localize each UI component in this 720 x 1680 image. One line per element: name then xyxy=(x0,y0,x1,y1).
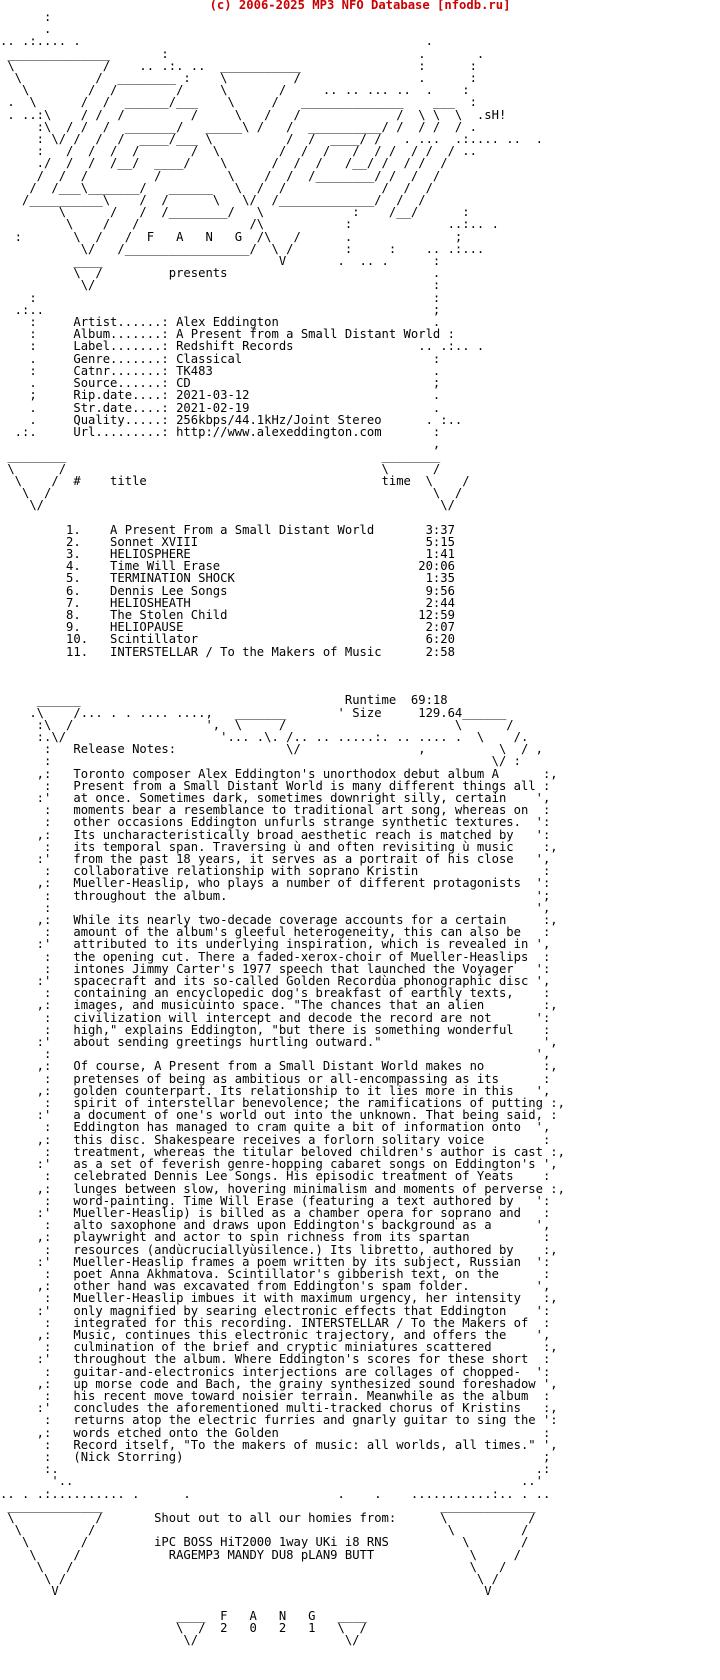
nfo-line: . Source......: CD ; xyxy=(0,376,441,391)
nfo-line: . xyxy=(0,22,52,37)
nfo-line: : treatment, whereas the titular beloved children's author is cast :, xyxy=(0,1144,565,1159)
nfo-line: : \ / / F A N G /\ / . ; xyxy=(0,229,463,244)
nfo-line: : word-painting. Time Will Erase (featuring a text authored by ': xyxy=(0,1193,551,1208)
nfo-line: . ..:\ / / / / \ / / / \ \ \ .sH! xyxy=(0,107,507,122)
nfo-line: : spirit of interstellar benevolence; the ramifications of putting :, xyxy=(0,1096,565,1111)
nfo-line: ,: Toronto composer Alex Eddington's unorthodox debut album A :, xyxy=(0,766,558,781)
nfo-line: \ / # title time \ / xyxy=(0,473,470,488)
nfo-line: 5. TERMINATION SHOCK 1:35 xyxy=(0,571,455,586)
nfo-line: :' spacecraft and its so-called Golden Recordùa phonographic disc ', xyxy=(0,974,551,989)
nfo-line: ,: While its nearly two-decade coverage accounts for a certain :, xyxy=(0,913,558,928)
nfo-line: 8. The Stolen Child 12:59 xyxy=(0,607,455,622)
nfo-line: \/ : xyxy=(0,278,441,293)
nfo-line: ____ V . .. . : xyxy=(0,254,441,269)
nfo-line: \ / presents . xyxy=(0,266,441,281)
nfo-line: : Catnr.......: TK483 . xyxy=(0,363,441,378)
nfo-line: .. . .:.......... . . . . ...........:.. . .. xyxy=(0,1486,551,1501)
nfo-line: \ / / / \ / .. .. ... .. . : xyxy=(0,83,470,98)
nfo-line: 7. HELIOSHEATH 2:44 xyxy=(0,595,455,610)
nfo-line: : alto saxophone and draws upon Eddington's background as a ', xyxy=(0,1218,551,1233)
nfo-line: :. .: xyxy=(0,1462,551,1477)
nfo-line: :\ / / / _______/ _____\ / / __________/ / / / / . xyxy=(0,119,477,134)
nfo-line: \/ \/ xyxy=(0,498,455,513)
nfo-line: /__________\ / / \ \/ /_____________/ / / xyxy=(0,193,426,208)
nfo-line: : ', xyxy=(0,1047,551,1062)
nfo-line: : Record itself, "To the makers of music: all worlds, all times." ', xyxy=(0,1437,558,1452)
nfo-line: : moments bear a resemblance to traditional art song, whereas on : xyxy=(0,803,551,818)
nfo-line: : / / / / / \ / / / / / / / / / .. xyxy=(0,144,477,159)
nfo-line: 3. HELIOSPHERE 1:41 xyxy=(0,546,455,561)
nfo-line: \ / \ / xyxy=(0,1572,499,1586)
nfo-line: ,: images, and musicùinto space. "The chances that an alien :, xyxy=(0,998,558,1013)
nfo-line: 4. Time Will Erase 20:06 xyxy=(0,559,455,574)
nfo-line: : pretenses of being as ambitious or all-encompassing as its : xyxy=(0,1071,551,1086)
nfo-line: \ / \ / xyxy=(0,1523,529,1538)
nfo-line: \ / RAGEMP3 MANDY DU8 pLAN9 BUTT \ / xyxy=(0,1547,521,1562)
nfo-line: ,: Music, continues this electronic trajectory, and offers the ', xyxy=(0,1327,551,1342)
nfo-line: ,: other hand was excavated from Eddington's spam folder. ', xyxy=(0,1279,551,1294)
nfo-document xyxy=(0,11,720,1646)
nfo-line: : collaborative relationship with soprano Kristin : xyxy=(0,864,551,879)
nfo-line: : Mueller-Heaslip imbues it with maximum urgency, her intensity :, xyxy=(0,1291,558,1306)
nfo-line: _____________ _____________ xyxy=(0,1498,536,1513)
nfo-line: ,: Mueller-Heaslip, who plays a number of different protagonists ': xyxy=(0,876,551,891)
nfo-line: .. .:.... . . xyxy=(0,34,433,49)
nfo-line: : other occasions Eddington unfurls strange synthetic textures. ': xyxy=(0,815,551,830)
nfo-line: : Release Notes: \/ , \ / , xyxy=(0,742,543,757)
nfo-line: : celebrated Dennis Lee Songs. His episodic treatment of Yeats : xyxy=(0,1169,551,1184)
nfo-line: \ / Shout out to all our homies from: \ / xyxy=(0,1510,536,1525)
nfo-line: . \ / / ______/___ \ / ______________ ___ : xyxy=(0,95,477,110)
nfo-line: \/ /_________________/ \ / : : .. .:... xyxy=(0,241,485,256)
nfo-line: / / / / \ / / /________/ / / / xyxy=(0,168,441,183)
nfo-line: . Str.date....: 2021-02-19 . xyxy=(0,400,441,415)
nfo-line: : intones Jimmy Carter's 1977 speech that launched the Voyager ': xyxy=(0,961,551,976)
nfo-line: :' Mueller-Heaslip) is billed as a chamber opera for soprano and : xyxy=(0,1205,551,1220)
nfo-line: .:.. ; xyxy=(0,302,441,317)
nfo-line: : its temporal span. Traversing ù and often revisiting ù music :, xyxy=(0,839,558,854)
nfo-line: \ / iPC BOSS HiT2000 1way UKi i8 RNS \ / xyxy=(0,1535,529,1550)
nfo-line: : Label.......: Redshift Records .. .:.. . xyxy=(0,339,485,354)
nfo-line: : \/ : xyxy=(0,754,521,769)
nfo-line: :' at once. Sometimes dark, sometimes downright silly, certain ', xyxy=(0,791,551,805)
nfo-line: ,: lunges between slow, hovering minimalism and moments of perverse :, xyxy=(0,1181,565,1196)
nfo-line: : throughout the album. '; xyxy=(0,888,551,903)
nfo-line: ______________ : . . xyxy=(0,46,485,61)
nfo-line: \/ \/ xyxy=(0,1633,360,1648)
nfo-line: \ / \ / xyxy=(0,485,463,500)
nfo-line: ,: Of course, A Present from a Small Distant World makes no :, xyxy=(0,1059,558,1074)
nfo-line: ,: up morse code and Bach, the grainy synthesized sound foreshadow ', xyxy=(0,1376,558,1391)
nfo-line: .:. Url.........: http://www.alexeddington.com : xyxy=(0,424,441,439)
nfo-line: : integrated for this recording. INTERSTELLAR / To the Makers of : xyxy=(0,1315,551,1330)
nfo-line: : (Nick Storring) ; xyxy=(0,1449,551,1464)
nfo-line: ________ ________ xyxy=(0,449,441,464)
nfo-line: : returns atop the electric furries and gnarly guitar to sing the ': xyxy=(0,1413,558,1428)
nfo-line: ,: playwright and actor to spin richness from its spartan : xyxy=(0,1230,551,1245)
nfo-line: : ', xyxy=(0,900,551,915)
nfo-line: : civilization will intercept and decode the record are not ': xyxy=(0,1010,551,1025)
nfo-line: : \/ / / / ____/___ \ / / ____/ / . ... .:.... .. . xyxy=(0,132,543,147)
nfo-line: ,: Its uncharacteristically broad aesthetic reach is matched by ': xyxy=(0,827,551,842)
nfo-line: .\ /... . . .... ...., _______ ' Size 129.64______ xyxy=(0,705,507,720)
nfo-line: :' only magnified by searing electronic effects that Eddington ': xyxy=(0,1303,551,1318)
nfo-line: :' about sending greetings hurtling outward." ', xyxy=(0,1035,558,1050)
nfo-line: :\ / ', \ / \ / xyxy=(0,717,514,732)
nfo-line: : Present from a Small Distant World is many different things all : xyxy=(0,778,551,793)
nfo-line: ,: words etched onto the Golden : xyxy=(0,1425,551,1440)
nfo-line: :' Mueller-Heaslip frames a poem written by its subject, Russian ': xyxy=(0,1254,551,1269)
nfo-line: \ / ________ : \ / . : xyxy=(0,71,477,86)
nfo-line: :' as a set of feverish genre-hopping cabaret songs on Eddington's ', xyxy=(0,1157,558,1172)
nfo-line: ,: this disc. Shakespeare receives a forlorn solitary voice : xyxy=(0,1132,551,1147)
nfo-line: 9. HELIOPAUSE 2:07 xyxy=(0,620,455,635)
nfo-line: : Eddington has managed to cram quite a bit of information onto ', xyxy=(0,1120,551,1135)
nfo-line: :' throughout the album. Where Eddington's scores for these short : xyxy=(0,1352,551,1367)
nfo-line: :' concludes the aforementioned multi-tracked chorus of Kristins :, xyxy=(0,1401,558,1416)
nfo-line: :' from the past 18 years, it serves as a portrait of his close ', xyxy=(0,852,551,867)
nfo-line: \ / / /\ : ..:.. . xyxy=(0,217,499,232)
nfo-line: 1. A Present From a Small Distant World 3:37 xyxy=(0,522,455,537)
nfo-line: \ / \ / xyxy=(0,1559,507,1574)
nfo-line: : the opening cut. There a faded-xerox-choir of Mueller-Heaslips : xyxy=(0,949,551,964)
nfo-line: 2. Sonnet XVIII 5:15 xyxy=(0,534,455,549)
nfo-line: 6. Dennis Lee Songs 9:56 xyxy=(0,583,455,598)
nfo-line: :' a document of one's world out into the unknown. That being said, : xyxy=(0,1108,558,1123)
nfo-line: : Album.......: A Present from a Small Distant World : xyxy=(0,327,455,342)
nfo-line: : xyxy=(0,10,52,24)
nfo-line: \ / \ / xyxy=(0,461,441,476)
nfo-line: \ / / /________/ \ : /__/ : xyxy=(0,205,470,220)
nfo-line: : guitar-and-electronics interjections are collages of chopped- ': xyxy=(0,1364,551,1379)
nfo-line: : : xyxy=(0,290,441,305)
nfo-line: / /___\_______/ ______ \ / / / / / xyxy=(0,180,433,195)
nfo-line: ./ / / /__/ ____/ \ / / / /__/ / / / / xyxy=(0,156,448,171)
nfo-line: : Artist......: Alex Eddington . xyxy=(0,315,441,330)
nfo-line: V V xyxy=(0,1584,492,1599)
nfo-line: : resources (andùcruciallyùsilence.) Its libretto, authored by :, xyxy=(0,1242,558,1257)
nfo-line: . Genre.......: Classical : xyxy=(0,351,441,366)
nfo-line: , xyxy=(0,437,441,452)
nfo-line: 11. INTERSTELLAR / To the Makers of Music 2:58 xyxy=(0,644,455,659)
nfo-line: : containing an encyclopedic dog's breakfast of earthly texts, : xyxy=(0,986,551,1001)
nfo-line: \ / .. .:. .. ___________ : : xyxy=(0,58,477,73)
nfo-line: ,: golden counterpart. Its relationship to it lies more in this ', xyxy=(0,1083,551,1098)
nfo-line: ; Rip.date....: 2021-03-12 . xyxy=(0,388,441,403)
nfo-line: : culmination of the brief and cryptic miniatures scattered :, xyxy=(0,1340,558,1355)
nfo-line: . Quality.....: 256kbps/44.1kHz/Joint Stereo . :.. xyxy=(0,412,463,427)
nfo-line: 10. Scintillator 6:20 xyxy=(0,632,455,647)
nfo-line: :.\/ '... .\. /.. .. .....:. .. .... . \ /. xyxy=(0,729,529,744)
site-banner: (c) 2006-2025 MP3 NFO Database [nfodb.ru] xyxy=(209,0,511,12)
nfo-line: : poet Anna Akhmatova. Scintillator's gibberish text, on the : xyxy=(0,1266,551,1281)
nfo-line: : his recent move toward noisier terrain. Meanwhile as the album : xyxy=(0,1388,551,1403)
nfo-line: '.. ..' xyxy=(0,1474,543,1489)
nfo-line: ______ Runtime 69:18 xyxy=(0,693,448,708)
nfo-line: : amount of the album's gleeful heterogeneity, this can also be : xyxy=(0,925,551,940)
nfo-line: \ / 2 0 2 1 \ / xyxy=(0,1620,367,1635)
nfo-line: : high," explains Eddington, "but there is something wonderful : xyxy=(0,1022,551,1037)
nfo-line: :' attributed to its underlying inspiration, which is revealed in ', xyxy=(0,937,551,952)
nfo-line: ____ F A N G ____ xyxy=(0,1608,367,1623)
